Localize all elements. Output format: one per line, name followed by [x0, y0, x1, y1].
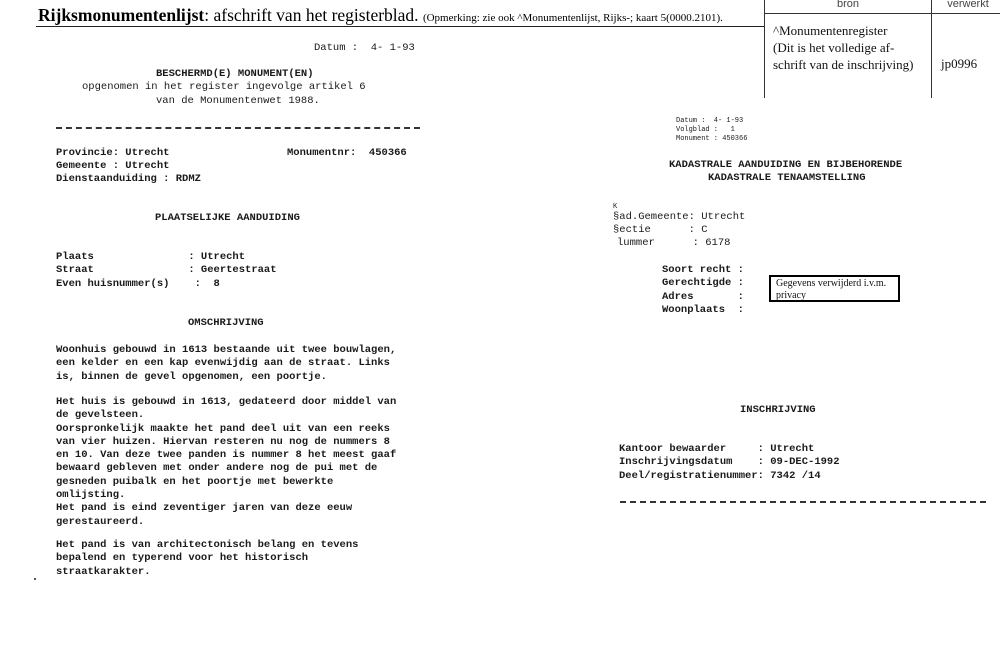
text-line: omlijsting. — [56, 489, 126, 502]
text-line: Woonhuis gebouwd in 1613 bestaande uit twee bouwlagen, — [56, 344, 397, 356]
text-line: Woonplaats : — [662, 303, 744, 316]
paragraph-3 — [56, 539, 358, 579]
bron-line: schrift van de inschrijving) — [773, 57, 914, 72]
title-rest: : afschrift van het registerblad. — [204, 5, 419, 25]
bron-text — [773, 22, 913, 73]
title-bold: Rijksmonumentenlijst — [38, 5, 205, 25]
omschrijving-title: OMSCHRIJVING — [188, 317, 264, 329]
dashed-rule — [56, 127, 420, 129]
text-line: Deel/registratienummer: 7342 /14 — [619, 469, 821, 482]
small-line: Volgblad : 1 — [676, 126, 735, 134]
title-note: (Opmerking: zie ook ^Monumentenlijst, Rijks-; kaart 5(0000.2101). — [422, 12, 723, 24]
text-line: bepalend en typerend voor het historisch — [56, 552, 309, 565]
col-bron: bron — [836, 0, 860, 10]
bron-line: (Dit is het volledige af- — [773, 40, 895, 55]
col-verwerkt: verwerkt — [947, 0, 989, 10]
kad-sectie: §ectie : C — [613, 224, 708, 236]
paragraph-1 — [56, 344, 396, 384]
huisnummer: Even huisnummer(s) : 8 — [56, 278, 220, 290]
text-line: Het pand is van architectonisch belang en tevens — [56, 539, 359, 551]
text-line: Kantoor bewaarder : Utrecht — [619, 443, 815, 455]
text-line: de gevelsteen. — [56, 409, 145, 422]
text-line: Inschrijvingsdatum : 09-DEC-1992 — [619, 456, 840, 469]
text-line: bewaard gebleven met onder andere nog de pui met de — [56, 462, 378, 475]
provincie: Provincie: Utrecht — [56, 147, 170, 159]
monumentnr: Monumentnr: 450366 — [287, 147, 407, 159]
heading-line: opgenomen in het register ingevolge artikel 6 — [82, 81, 366, 93]
text-line: Adres : — [662, 290, 744, 303]
gemeente: Gemeente : Utrecht — [56, 160, 170, 172]
text-line: en 10. Van deze twee panden is nummer 8 het meest gaaf — [56, 449, 397, 462]
text-line: een kelder en een kap evenwijdig aan de straat. Links — [56, 357, 390, 370]
kad-title-line: KADASTRALE TENAAMSTELLING — [708, 172, 866, 184]
heading-line: van de Monumentenwet 1988. — [156, 95, 320, 107]
text-line: van vier huizen. Hiervan resteren nu nog de nummers 8 — [56, 435, 390, 448]
small-line: Monument : 450366 — [676, 135, 748, 143]
text-line: Het pand is eind zeventiger jaren van deze eeuw — [56, 502, 353, 515]
inschrijving-title: INSCHRIJVING — [740, 404, 816, 416]
paragraph-2 — [56, 396, 396, 529]
recht-labels — [662, 264, 744, 317]
meta-table — [764, 0, 1000, 98]
kad-title-line: KADASTRALE AANDUIDING EN BIJBEHORENDE — [669, 159, 903, 171]
meta-table-header — [765, 0, 1000, 14]
text-line: Het huis is gebouwd in 1613, gedateerd door middel van — [56, 396, 397, 408]
text-line: Oorspronkelijk maakte het pand deel uit van een reeks — [56, 422, 390, 435]
header-rule — [36, 26, 764, 27]
text-line: Soort recht : — [662, 264, 744, 276]
plaatselijke-title: PLAATSELIJKE AANDUIDING — [155, 212, 300, 224]
plaats: Plaats : Utrecht — [56, 251, 246, 263]
text-line: Gerechtigde : — [662, 277, 744, 290]
kad-k: K — [613, 203, 618, 211]
text-line: gesneden puibalk en het poortje met bewerkte — [56, 475, 334, 488]
small-line: Datum : 4- 1-93 — [676, 117, 744, 125]
verwerkt-value: jp0996 — [941, 56, 978, 71]
right-small-info — [676, 117, 747, 144]
heading-line: BESCHERMD(E) MONUMENT(EN) — [156, 68, 314, 80]
text-line: straatkarakter. — [56, 565, 151, 578]
scan-speck — [34, 578, 36, 580]
inschrijving-block — [619, 443, 840, 483]
left-datum: Datum : 4- 1-93 — [314, 42, 415, 54]
kad-nummer: lummer : 6178 — [617, 237, 731, 249]
text-line: is, binnen de gevel opgenomen, een poortje. — [56, 370, 327, 383]
bron-line: ^Monumentenregister — [773, 23, 888, 38]
kad-gemeente: §ad.Gemeente: Utrecht — [613, 211, 746, 223]
dashed-rule — [620, 501, 986, 503]
page-title — [38, 5, 723, 26]
text-line: gerestaureerd. — [56, 515, 145, 528]
privacy-note-box: Gegevens verwijderd i.v.m. privacy — [769, 275, 900, 302]
straat: Straat : Geertestraat — [56, 264, 277, 276]
dienstaanduiding: Dienstaanduiding : RDMZ — [56, 173, 201, 185]
meta-table-divider — [931, 0, 932, 98]
